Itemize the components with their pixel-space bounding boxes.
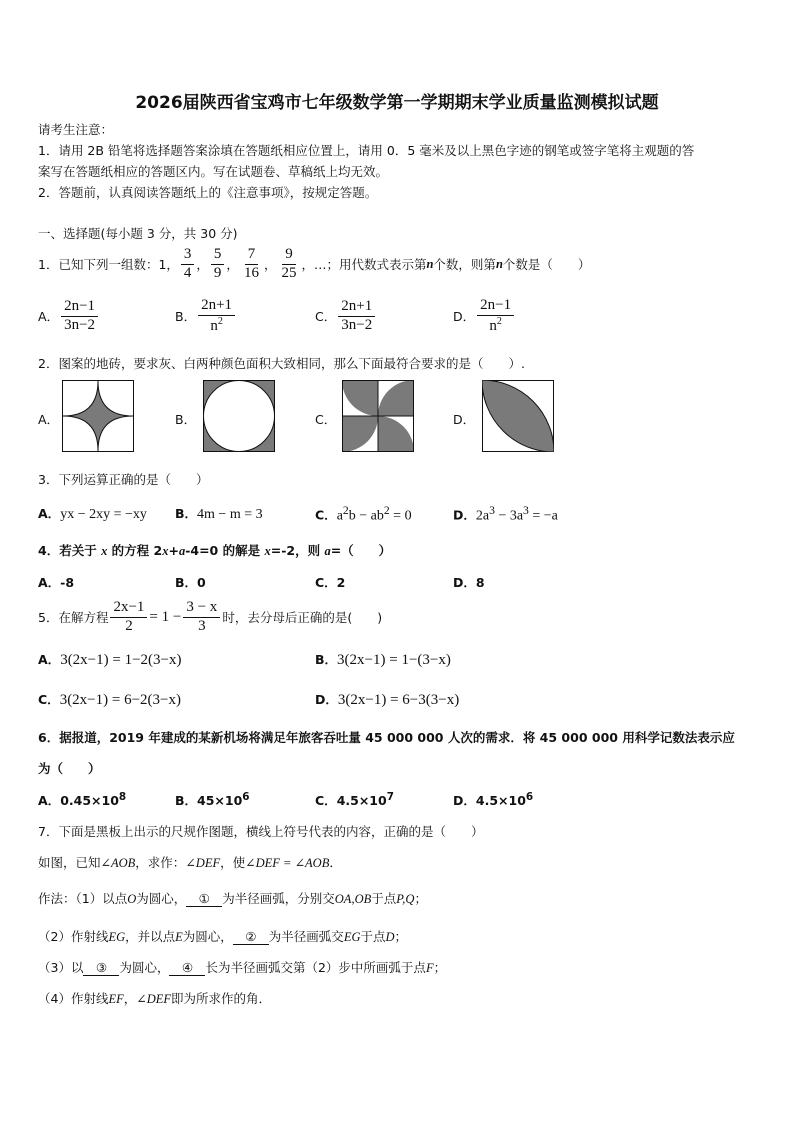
q5-frac1-den: 2 xyxy=(125,617,133,634)
q1-seq-3-num: 7 xyxy=(245,246,259,264)
q3-option-b[interactable] xyxy=(175,504,263,523)
q3-option-c-sup-1: 2 xyxy=(342,504,349,517)
q1-seq-1-num: 3 xyxy=(181,246,195,264)
q4-option-c[interactable]: C．2 xyxy=(315,575,346,590)
q7-step2-d: 为半径画弧交 xyxy=(268,929,344,944)
q7-given-b: ，求作： xyxy=(135,855,186,870)
q7-step1-c: 为半径画弧，分别交 xyxy=(222,891,335,906)
q6-option-c-label: C． xyxy=(315,793,337,809)
q5-mid: = 1 − xyxy=(149,608,182,625)
q7-points-pq: P,Q xyxy=(396,892,415,906)
q1-var-n: n xyxy=(426,256,434,271)
q1-prefix: 1．已知下列一组数：1， xyxy=(38,257,179,272)
q6-option-d-label: D． xyxy=(453,793,476,809)
question-6-line-1: 6．据报道，2019 年建成的某新机场将满足年旅客吞吐量 45 000 000 人次的需求．将 45 000 000 用科学记数法表示应 xyxy=(38,730,735,745)
q2-option-a-label[interactable]: A． xyxy=(38,412,60,427)
q1-suffix-b: 个数，则第 xyxy=(433,257,496,272)
q7-point-o: O xyxy=(127,892,137,906)
q2-tile-d[interactable] xyxy=(482,380,554,452)
q3-option-c[interactable] xyxy=(315,504,412,525)
q1-suffix-c: 个数是（ ） xyxy=(502,257,591,272)
q3-option-d-part-b: − 3a xyxy=(494,508,524,524)
q1-seq-4-num: 9 xyxy=(282,246,296,264)
question-5 xyxy=(38,597,382,637)
q3-option-d[interactable] xyxy=(453,504,558,525)
q7-step4-c: 即为所求作的角． xyxy=(171,991,272,1006)
q7-blank-1: ① xyxy=(186,891,222,907)
q3-option-c-part-a: a xyxy=(336,508,343,524)
q7-blank-2: ② xyxy=(233,929,269,945)
q4-text-d: -4=0 的解是 xyxy=(185,543,265,558)
q7-ray-ef: EF xyxy=(108,992,124,1006)
q7-blank-4: ④ xyxy=(169,960,205,976)
q6-option-a-exp: 8 xyxy=(118,791,127,803)
q7-angle-def-2: ∠DEF xyxy=(136,992,172,1006)
q1-option-c[interactable] xyxy=(315,296,377,336)
q7-step3-b: 为圆心， xyxy=(119,960,170,975)
q3-option-d-part-c: = −a xyxy=(528,508,558,524)
q7-step2-e: 于点 xyxy=(360,929,386,944)
notice-line-1: 1．请用 2B 铅笔将选择题答案涂填在答题纸相应位置上，请用 0．5 毫米及以上黑色字迹的钢笔或签字笔将主观题的答 xyxy=(38,143,695,158)
q1-seq-3-den: 16 xyxy=(243,264,259,281)
q6-option-b[interactable] xyxy=(175,791,250,809)
q7-angle-def: ∠DEF xyxy=(185,856,221,870)
q7-blank-3: ③ xyxy=(83,960,119,976)
question-7: 7．下面是黑板上出示的尺规作图题，横线上符号代表的内容，正确的是（ ） xyxy=(38,824,484,839)
q4-var-x-3: x xyxy=(264,544,271,558)
q4-option-a[interactable]: A．-8 xyxy=(38,575,75,590)
q1-option-d-num: 2n−1 xyxy=(477,297,514,315)
q7-step-1 xyxy=(38,889,427,907)
q7-step2-a: （2）作射线 xyxy=(38,929,109,944)
q5-prefix: 5．在解方程 xyxy=(38,610,109,625)
q2-tile-b[interactable] xyxy=(203,380,275,452)
q1-seq-2-den: 9 xyxy=(213,264,222,281)
q2-option-d-label[interactable]: D． xyxy=(453,412,476,427)
q7-step3-d: ； xyxy=(433,960,447,975)
q4-text-c: + xyxy=(168,543,179,558)
q7-rays: OA,OB xyxy=(334,892,372,906)
q7-step2-c: 为圆心， xyxy=(182,929,233,944)
q4-option-d[interactable]: D．8 xyxy=(453,575,485,590)
question-1: 1．已知下列一组数：1， $\frac{3}{4}$ ， $\frac{5}{9}$ ， $\frac{7}{16}$ ， $\frac{9}{25}$ ，…；用代数式表示第 n 个数，则第 n 个数是（ ） xyxy=(38,246,591,281)
q5-suffix: 时，去分母后正确的是( ) xyxy=(222,610,383,625)
q2-option-c-label[interactable]: C． xyxy=(315,412,337,427)
q3-option-a-label: A． xyxy=(38,506,61,521)
q1-option-c-num: 2n+1 xyxy=(338,298,375,316)
q7-ray-eg-2: EG xyxy=(343,930,361,944)
q5-option-a-expr: 3(2x−1) = 1−2(3−x) xyxy=(60,652,182,668)
q7-equation: ∠DEF = ∠AOB xyxy=(245,856,330,870)
q6-option-b-label: B． xyxy=(175,793,198,809)
tile-leaf-icon xyxy=(482,380,554,452)
q6-option-c-exp: 7 xyxy=(386,791,394,803)
q7-step-2 xyxy=(38,927,407,945)
q1-option-c-label: C． xyxy=(315,309,337,324)
q3-option-d-label: D． xyxy=(453,507,476,523)
q2-tile-c[interactable] xyxy=(342,380,414,452)
q7-step2-b: ，并以点 xyxy=(125,929,176,944)
q6-option-a-label: A． xyxy=(38,793,61,809)
q5-frac2-den: 3 xyxy=(198,617,206,634)
q3-option-a-expr: yx − 2xy = −xy xyxy=(60,507,147,522)
q1-option-a-den: 3n−2 xyxy=(64,316,96,333)
question-3: 3．下列运算正确的是（ ） xyxy=(38,472,209,487)
q6-option-d-exp: 6 xyxy=(525,791,534,803)
q5-option-d-expr: 3(2x−1) = 6−3(3−x) xyxy=(337,692,460,708)
q1-option-b-den: n xyxy=(210,317,218,334)
q1-option-b-num: 2n+1 xyxy=(198,297,235,315)
q7-angle-aob: ∠AOB xyxy=(100,856,136,870)
section-heading: 一、选择题(每小题 3 分，共 30 分) xyxy=(38,226,238,241)
q4-text-a: 4．若关于 xyxy=(38,543,102,558)
q6-option-c-base: 4.5×10 xyxy=(336,793,387,809)
q5-option-c-expr: 3(2x−1) = 6−2(3−x) xyxy=(59,692,182,708)
q4-text-e: =-2，则 xyxy=(270,543,325,558)
q5-option-d[interactable] xyxy=(315,690,459,709)
exam-title: 2026届陕西省宝鸡市七年级数学第一学期期末学业质量监测模拟试题 xyxy=(135,93,659,113)
q7-step1-a: 作法：（1）以点 xyxy=(38,891,128,906)
tile-astroid-icon xyxy=(62,380,134,452)
q1-suffix-a: ，…；用代数式表示第 xyxy=(301,257,427,272)
q7-step-3 xyxy=(38,958,446,976)
q5-option-b[interactable] xyxy=(315,650,451,669)
q1-seq-4 xyxy=(278,246,299,282)
q6-option-b-base: 45×10 xyxy=(197,793,243,809)
q1-option-c-den: 3n−2 xyxy=(341,316,373,333)
q1-option-a-label: A． xyxy=(38,309,60,324)
q5-frac1-num: 2x−1 xyxy=(110,599,147,617)
q4-var-x: x xyxy=(101,544,108,558)
q5-option-c-label: C． xyxy=(38,692,60,707)
q7-step3-a: （3）以 xyxy=(38,960,84,975)
q1-seq-4-den: 25 xyxy=(281,264,297,281)
notice-line-2: 2．答题前，认真阅读答题纸上的《注意事项》，按规定答题。 xyxy=(38,185,378,200)
q1-option-d[interactable] xyxy=(453,296,516,336)
q5-option-a-label: A． xyxy=(38,652,61,667)
q4-var-a-2: a xyxy=(324,544,331,558)
q3-option-c-part-b: b − ab xyxy=(348,508,384,524)
q1-option-b-den-sup: 2 xyxy=(217,315,223,327)
q1-seq-1-den: 4 xyxy=(183,264,192,281)
q1-option-b-label: B． xyxy=(175,309,197,324)
q3-option-a[interactable] xyxy=(38,504,147,523)
q3-option-d-sup-1: 3 xyxy=(489,504,495,517)
q7-given-c: ，使 xyxy=(220,855,246,870)
q3-option-d-sup-2: 3 xyxy=(523,504,529,517)
q3-option-c-sup-2: 2 xyxy=(383,504,390,517)
notice-heading: 请考生注意： xyxy=(38,122,114,137)
q7-point-d: D xyxy=(385,930,395,944)
q7-step3-c: 长为半径画弧交第（2）步中所画弧于点 xyxy=(205,960,426,975)
q7-step1-b: 为圆心， xyxy=(136,891,187,906)
q1-option-a-num: 2n−1 xyxy=(61,298,98,316)
q7-step4-b: ， xyxy=(123,991,137,1006)
q7-given-a: 如图，已知 xyxy=(38,855,101,870)
q4-var-x-2: x xyxy=(162,544,169,558)
q5-option-c[interactable] xyxy=(38,690,181,709)
q1-option-d-den: n xyxy=(489,317,497,334)
q1-seq-2-num: 5 xyxy=(211,246,225,264)
q1-seq-1 xyxy=(181,246,195,282)
q4-var-a: a xyxy=(178,544,186,558)
q7-step4-a: （4）作射线 xyxy=(38,991,109,1006)
q6-option-b-exp: 6 xyxy=(242,791,250,803)
q2-option-b-label[interactable]: B． xyxy=(175,412,197,427)
q7-ray-eg: EG xyxy=(108,930,126,944)
question-6-line-2: 为（ ） xyxy=(38,761,101,776)
q1-option-a[interactable] xyxy=(38,296,100,336)
q3-option-b-label: B． xyxy=(175,506,198,521)
question-2: 2．图案的地砖，要求灰、白两种颜色面积大致相同，那么下面最符合要求的是（ ）. xyxy=(38,356,525,371)
q7-step-4 xyxy=(38,989,271,1007)
notice-line-1b: 案写在答题纸相应的答题区内。写在试题卷、草稿纸上均无效。 xyxy=(38,164,389,179)
q5-option-b-expr: 3(2x−1) = 1−(3−x) xyxy=(337,652,451,668)
question-4 xyxy=(38,541,391,559)
q7-given xyxy=(38,853,342,871)
q4-text-f: =（ ） xyxy=(330,543,392,558)
q7-point-f: F xyxy=(425,961,434,975)
q7-step1-e: ； xyxy=(414,891,427,906)
q1-option-d-den-sup: 2 xyxy=(496,315,502,327)
q6-option-d-base: 4.5×10 xyxy=(475,793,526,809)
q1-option-b[interactable] xyxy=(175,296,237,336)
q5-option-a[interactable] xyxy=(38,650,182,669)
q7-given-d: ． xyxy=(329,855,342,870)
q7-step2-f: ； xyxy=(394,929,408,944)
q4-text-b: 的方程 2 xyxy=(107,543,163,558)
tile-quarter-arcs-icon xyxy=(342,380,414,452)
q7-step1-d: 于点 xyxy=(371,891,397,906)
q5-frac2-num: 3 − x xyxy=(183,599,220,617)
q6-option-a[interactable] xyxy=(38,791,126,809)
q6-option-d[interactable] xyxy=(453,791,533,809)
q5-option-b-label: B． xyxy=(315,652,338,667)
q4-option-b[interactable]: B．0 xyxy=(175,575,206,590)
q1-var-n-2: n xyxy=(495,256,503,271)
q3-option-d-part-a: 2a xyxy=(475,508,490,524)
tile-inscribed-circle-icon xyxy=(203,380,275,452)
q1-seq-3 xyxy=(241,246,262,282)
q6-option-c[interactable] xyxy=(315,791,394,809)
q2-tile-a[interactable] xyxy=(62,380,134,452)
q5-option-d-label: D． xyxy=(315,692,338,707)
q3-option-c-part-c: = 0 xyxy=(389,508,412,524)
q6-option-a-base: 0.45×10 xyxy=(60,793,119,809)
q3-option-b-expr: 4m − m = 3 xyxy=(197,507,263,522)
q1-option-d-label: D． xyxy=(453,309,476,324)
q7-point-e: E xyxy=(175,930,183,944)
q1-seq-2 xyxy=(211,246,225,282)
q3-option-c-label: C． xyxy=(315,507,337,523)
